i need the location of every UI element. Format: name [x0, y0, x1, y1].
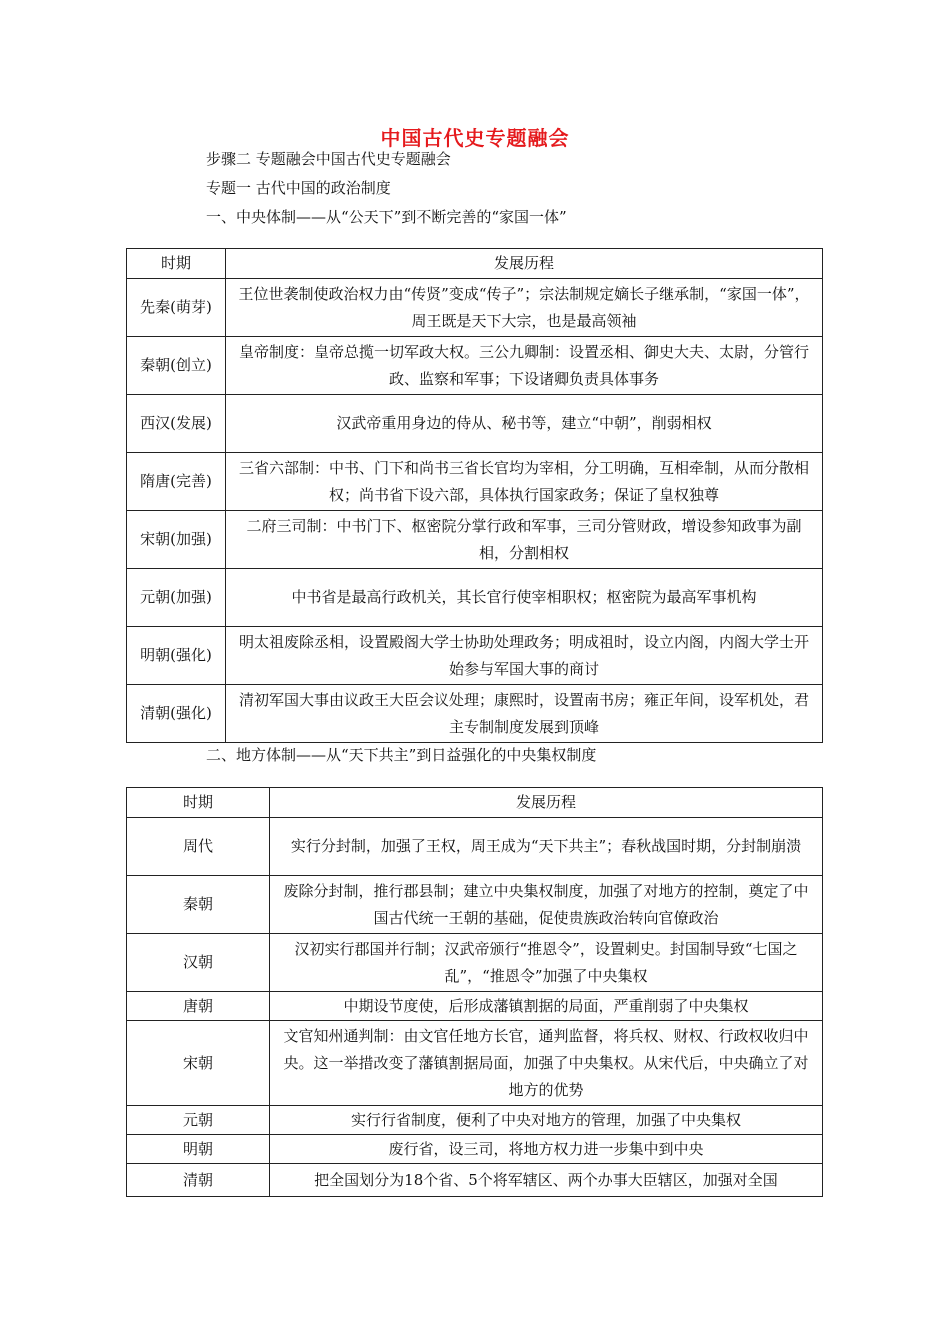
content-cell: 废除分封制，推行郡县制；建立中央集权制度，加强了对地方的控制，奠定了中国古代统一王朝的基础，促使贵族政治转向官僚政治 [270, 876, 823, 934]
page-title: 中国古代史专题融会 [380, 126, 570, 150]
local-system-table [126, 787, 823, 1197]
content-cell: 实行分封制，加强了王权，周王成为“天下共主”；春秋战国时期，分封制崩溃 [270, 818, 823, 876]
table-row [127, 934, 823, 992]
period-cell: 唐朝 [127, 992, 270, 1021]
table-header-row [127, 788, 823, 818]
table-row [127, 511, 823, 569]
table-row [127, 627, 823, 685]
table-row [127, 453, 823, 511]
content-cell: 汉武帝重用身边的侍从、秘书等，建立“中朝”，削弱相权 [226, 395, 823, 453]
period-cell: 明朝(强化) [127, 627, 226, 685]
period-cell: 元朝(加强) [127, 569, 226, 627]
content-cell: 三省六部制：中书、门下和尚书三省长官均为宰相，分工明确，互相牵制，从而分散相权；尚书省下设六部，具体执行国家政务；保证了皇权独尊 [226, 453, 823, 511]
period-cell: 清朝 [127, 1164, 270, 1197]
content-cell: 把全国划分为18个省、5个将军辖区、两个办事大臣辖区，加强对全国 [270, 1164, 823, 1197]
content-cell: 王位世袭制使政治权力由“传贤”变成“传子”；宗法制规定嫡长子继承制，“家国一体”，周王既是天下大宗，也是最高领袖 [226, 279, 823, 337]
section2-heading: 二、地方体制——从“天下共主”到日益强化的中央集权制度 [206, 746, 597, 764]
table-header-row [127, 249, 823, 279]
period-cell: 宋朝(加强) [127, 511, 226, 569]
header-development: 发展历程 [226, 249, 823, 279]
period-cell: 宋朝 [127, 1021, 270, 1106]
table-row [127, 395, 823, 453]
table-row [127, 1135, 823, 1164]
content-cell: 汉初实行郡国并行制；汉武帝颁行“推恩令”，设置刺史。封国制导致“七国之乱”，“推恩令”加强了中央集权 [270, 934, 823, 992]
period-cell: 清朝(强化) [127, 685, 226, 743]
period-cell: 汉朝 [127, 934, 270, 992]
content-cell: 实行行省制度，便利了中央对地方的管理，加强了中央集权 [270, 1106, 823, 1135]
period-cell: 秦朝 [127, 876, 270, 934]
header-development: 发展历程 [270, 788, 823, 818]
table-row [127, 685, 823, 743]
table-row [127, 279, 823, 337]
content-cell: 明太祖废除丞相，设置殿阁大学士协助处理政务；明成祖时，设立内阁，内阁大学士开始参与军国大事的商讨 [226, 627, 823, 685]
central-system-table [126, 248, 823, 743]
content-cell: 废行省，设三司，将地方权力进一步集中到中央 [270, 1135, 823, 1164]
content-cell: 皇帝制度：皇帝总揽一切军政大权。三公九卿制：设置丞相、御史大夫、太尉，分管行政、监察和军事；下设诸卿负责具体事务 [226, 337, 823, 395]
table-row [127, 337, 823, 395]
table-row [127, 1164, 823, 1197]
content-cell: 文官知州通判制：由文官任地方长官，通判监督，将兵权、财权、行政权收归中央。这一举措改变了藩镇割据局面，加强了中央集权。从宋代后，中央确立了对地方的优势 [270, 1021, 823, 1106]
table-row [127, 1106, 823, 1135]
period-cell: 隋唐(完善) [127, 453, 226, 511]
section1-heading: 一、中央体制——从“公天下”到不断完善的“家国一体” [206, 208, 567, 226]
period-cell: 明朝 [127, 1135, 270, 1164]
header-period: 时期 [127, 249, 226, 279]
content-cell: 中书省是最高行政机关，其长官行使宰相职权；枢密院为最高军事机构 [226, 569, 823, 627]
header-period: 时期 [127, 788, 270, 818]
content-cell: 中期设节度使，后形成藩镇割据的局面，严重削弱了中央集权 [270, 992, 823, 1021]
step-subtitle: 步骤二 专题融会中国古代史专题融会 [206, 150, 451, 168]
content-cell: 二府三司制：中书门下、枢密院分掌行政和军事，三司分管财政，增设参知政事为副相，分割相权 [226, 511, 823, 569]
content-cell: 清初军国大事由议政王大臣会议处理；康熙时，设置南书房；雍正年间，设军机处，君主专制制度发展到顶峰 [226, 685, 823, 743]
table-row [127, 569, 823, 627]
period-cell: 元朝 [127, 1106, 270, 1135]
topic-heading: 专题一 古代中国的政治制度 [206, 179, 391, 197]
table-row [127, 818, 823, 876]
period-cell: 秦朝(创立) [127, 337, 226, 395]
table-row [127, 992, 823, 1021]
period-cell: 先秦(萌芽) [127, 279, 226, 337]
table-row [127, 876, 823, 934]
table-row [127, 1021, 823, 1106]
period-cell: 西汉(发展) [127, 395, 226, 453]
period-cell: 周代 [127, 818, 270, 876]
